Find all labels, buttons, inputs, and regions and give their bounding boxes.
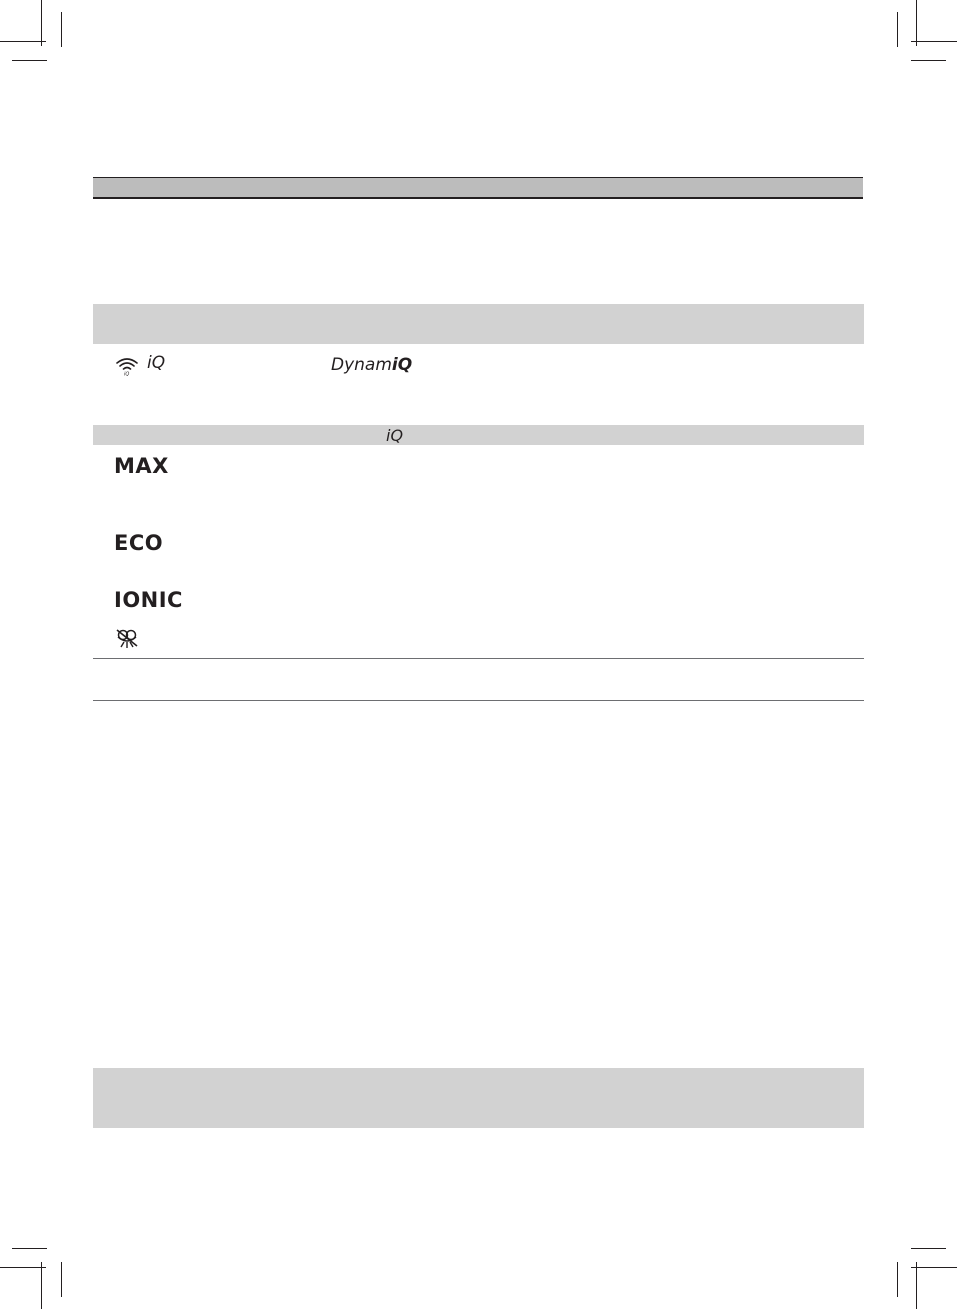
allergen-icon	[115, 627, 139, 649]
crop-mark	[0, 41, 46, 42]
crop-mark	[41, 0, 42, 46]
crop-mark	[911, 60, 946, 61]
crop-mark	[12, 60, 47, 61]
table-divider	[93, 658, 864, 659]
crop-mark	[911, 1248, 946, 1249]
crop-mark	[0, 1267, 46, 1268]
dynamiq-label	[331, 355, 412, 375]
band-iq-label: iQ	[386, 426, 404, 445]
crop-mark	[916, 1262, 917, 1309]
table-bottom-rule	[93, 700, 864, 701]
footer-band	[93, 1068, 864, 1128]
mode-max-label: MAX	[114, 454, 169, 478]
crop-mark	[41, 1262, 42, 1309]
wifi-iq-label: iQ	[147, 353, 166, 373]
mode-ionic-label: IONIC	[114, 588, 183, 612]
crop-mark	[911, 41, 957, 42]
crop-mark	[12, 1248, 47, 1249]
subheader-band	[93, 425, 864, 445]
dynamiq-bold: iQ	[391, 355, 413, 375]
svg-text:iQ: iQ	[124, 371, 130, 376]
mode-eco-label: ECO	[114, 531, 164, 555]
crop-mark	[61, 1262, 62, 1297]
table-header-band	[93, 304, 864, 344]
crop-mark	[911, 1267, 957, 1268]
crop-mark	[916, 0, 917, 46]
wifi-iq-icon	[115, 356, 139, 376]
dynamiq-plain: Dynam	[331, 355, 392, 375]
crop-mark	[897, 12, 898, 47]
section-header-bar	[93, 177, 863, 199]
crop-mark	[61, 12, 62, 47]
crop-mark	[897, 1262, 898, 1297]
